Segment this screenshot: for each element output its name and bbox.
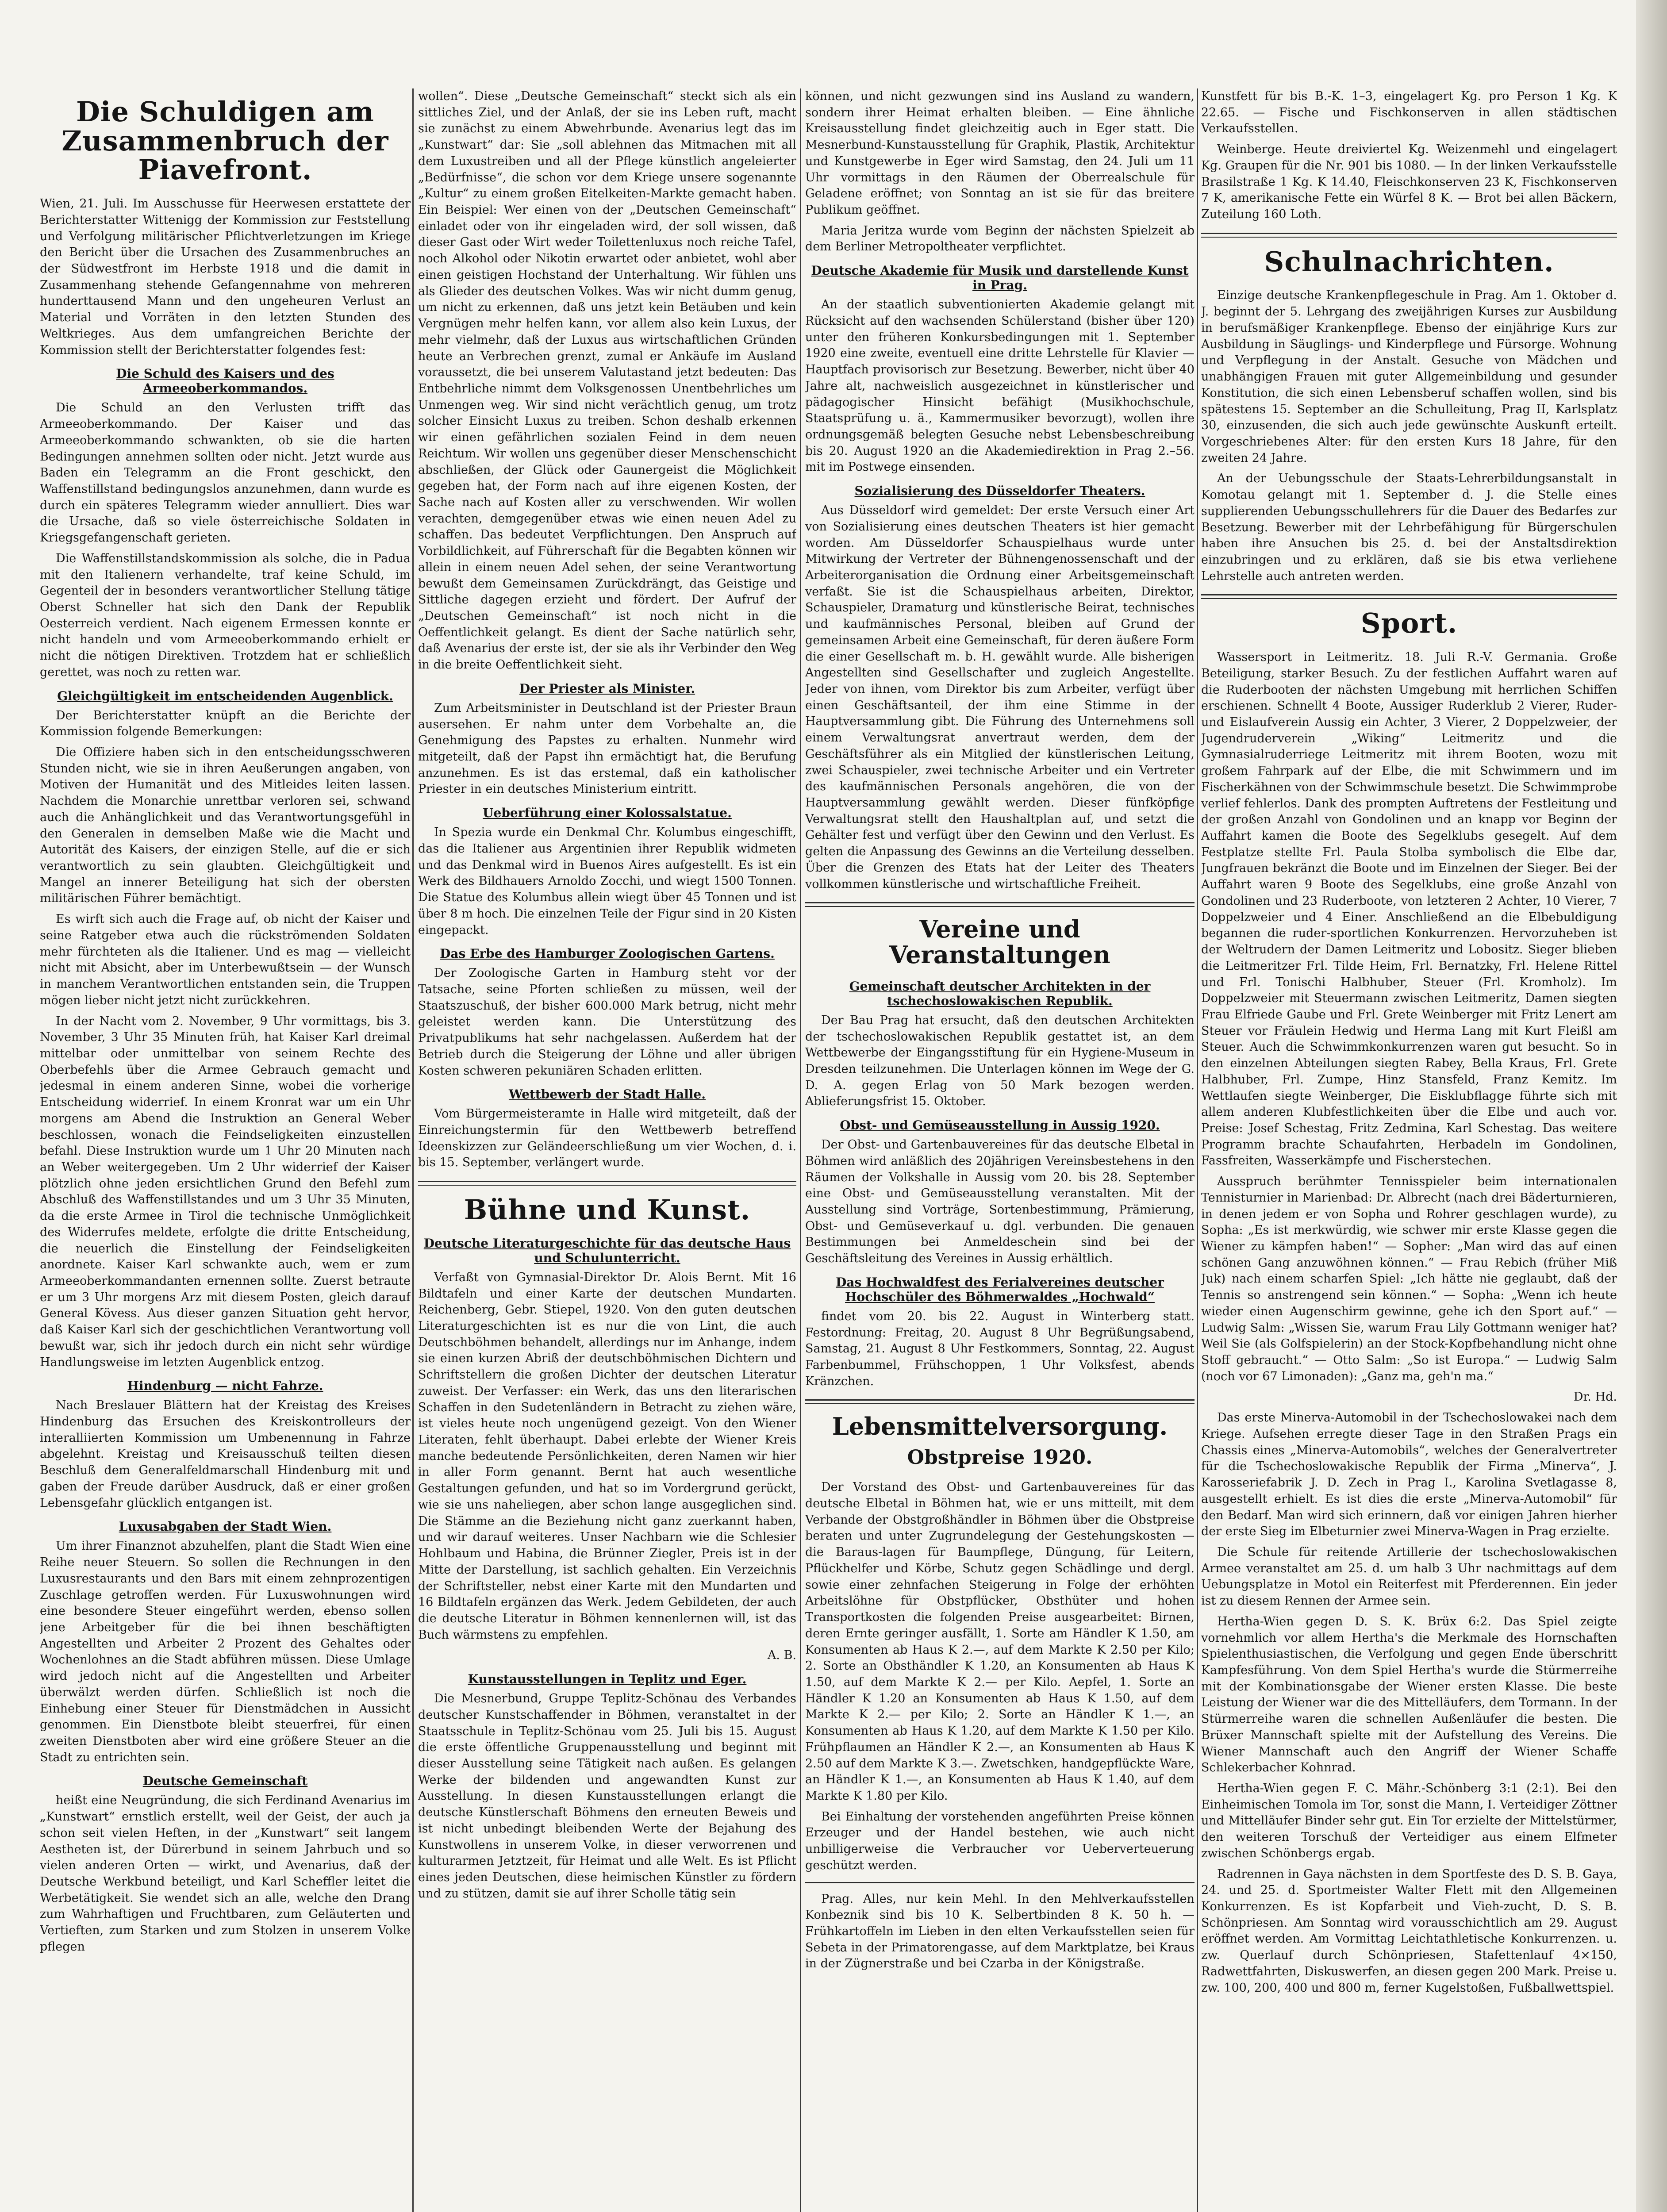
paragraph: Der Berichterstatter knüpft an die Berichte der Kommission folgende Bemerkungen: — [40, 708, 411, 739]
section-divider — [418, 1181, 796, 1186]
paragraph: Der Obst- und Gartenbauvereines für das deutsche Elbetal in Böhmen wird anläßlich des 20jährigen Vereinsbestehens in den Räumen der Volkshalle in Aussig vom 20. bis 28. September eine Obst- und Gemüseausstellung veranstalten. Mit der Ausstellung sind Vorträge, Sortenbestimmung, Prämierung, Obst- und Gemüseverkauf u. dgl. verbunden. Die genauen Bestimmungen bei Anmeldeschein sind bei der Geschäftsleitung des Vereines in Aussig erhältlich. — [805, 1138, 1195, 1266]
paragraph: Hertha-Wien gegen F. C. Mähr.-Schönberg 3:1 (2:1). Bei den Einheimischen Tomola im Tor, sonst die Mann, I. Verteidiger Zöttner und Mittelläufer Binder sehr gut. Ein Tor erzielte der Mittelstürmer, den weiteren Torschuß der Verteidiger aus einem Elfmeter zwischen Schönbergs ergab. — [1201, 1782, 1617, 1860]
paragraph: Einzige deutsche Krankenpflegeschule in Prag. Am 1. Oktober d. J. beginnt der 5. Lehrgang des zweijährigen Kurses zur Ausbildung in berufsmäßiger Krankenpflege. Ebenso der einjährige Kurs zur Ausbildung in Säuglings- und Kinderpflege und Fürsorge. Wohnung und Verpflegung in der Anstalt. Gesuche von Mädchen und unabhängigen Frauen mit guter Allgemeinbildung und gesunder Konstitution, die sich einen Lebensberuf schaffen wollen, sind bis spätestens 15. September an die Schulleitung, Prag II, Karlsplatz 30, einzusenden, die sich auch jede gewünschte Auskunft erteilt. Vorgeschriebenes Alter: für den ersten Kurs 18 Jahre, für den zweiten 24 Jahre. — [1201, 288, 1617, 465]
paragraph: Ausspruch berühmter Tennisspieler beim internationalen Tennisturnier in Marienbad: Dr. Albrecht (nach drei Bäderturnieren, in denen jedem er von Sopha und Rohrer geschlagen wurde), zu Sopha: „Es ist merkwürdig, wie schwer mir erste Klasse gegen die Wiener zu kämpfen haben!“ — Sopher: „Man wird das auf einen schönen Gang anzuwöhnen können.“ — Frau Rebich (früher Miß Juk) nach einem scharfen Spiel: „Ich hätte nie geglaubt, daß der Tennis so anstrengend sein können.“ — Sopha: „Wenn ich heute wieder einen Augenschirm gewinne, gehe ich den Sport auf.“ — Ludwig Salm: „Wissen Sie, warum Frau Lily Gottmann weniger hat? Weil Sie (als Golfspielerin) an der Stock-Kopfbehandlung nicht ohne Stoff gebraucht.“ — Otto Salm: „So ist Europa.“ — Ludwig Salm (noch vor 67 Limonaden): „Ganz ma, geh'n ma.“ — [1201, 1175, 1617, 1383]
paragraph: Hertha-Wien gegen D. S. K. Brüx 6:2. Das Spiel zeigte vornehmlich vor allem Hertha's die Merkmale des Hornschaften Spielenthusiastischen, die Verfolgung und gegen Ende überschritt Kampfesführung. Von dem Spiel Hertha's wurde die Stürmerreihe mit der Kombinationsgabe der Wiener ersten Klasse. Die beste Leistung der Wiener war die des Mittelläufers, dem Tormann. In der Stürmerreihe waren die schnellen Außenläufer die besten. Die Brüxer Mannschaft spielte mit der Aufstellung des Vereins. Die Wiener Mannschaft auch den Angriff der Wiener Schaffe Schlekerbacher Kohnrad. — [1201, 1614, 1617, 1775]
column-rule — [1197, 88, 1198, 2212]
paragraph: findet vom 20. bis 22. August in Winterberg statt. Festordnung: Freitag, 20. August 8 Uhr Begrüßungsabend, Samstag, 21. August 8 Uhr Festkommers, Sonntag, 22. August Farbenbummel, Frühschoppen, 1 Uhr Volksfest, abends Kränzchen. — [805, 1309, 1195, 1388]
paragraph: heißt eine Neugründung, die sich Ferdinand Avenarius im „Kunstwart“ ernstlich erstellt, weil der Geist, der auch ja schon seit vielen Heften, in der „Kunstwart“ seit langem Aestheten ist, der Dürerbund in seinem Jahrbuch und so vielen anderen Orten — wirkt, und Avenarius, daß der Deutsche Werkbund beteiligt, und Karl Scheffler leitet die Werbetätigkeit. Sie wendet sich an alle, welche den Drang zum Wahrhaftigen und Fruchtbaren, zum Geläuterten und Vertieften, zum Starken und zum Stolzen in unserem Volke pflegen — [40, 1793, 411, 1954]
column-3 — [805, 88, 1195, 2212]
subhead: Gemeinschaft deutscher Architekten in der tschechoslowakischen Republik. — [849, 979, 1151, 1008]
paragraph: Vom Bürgermeisteramte in Halle wird mitgeteilt, daß der Einreichungstermin für den Wettbewerb betreffend Ideenskizzen zur Geländeerschließung um vier Wochen, d. i. bis 15. September, verlängert wurde. — [418, 1107, 796, 1170]
paragraph: Aus Düsseldorf wird gemeldet: Der erste Versuch einer Art von Sozialisierung eines deutschen Theaters ist hier gemacht worden. Am Düsseldorfer Schauspielhaus wurde unter Mitwirkung der Vertreter der Bühnengenossenschaft und der Arbeiterorganisation die Ordnung einer Arbeitsgemeinschaft verfaßt. Sie ist die Schauspielhaus arbeiten, Direktor, Schauspieler, Dramaturg und künstlerische Beirat, technisches und kaufmännisches Personal, bleiben auf Grund der gemeinsamen Arbeit eine Gemeinschaft, für deren äußere Form die einer Gesellschaft m. b. H. gewählt wurde. Alle bisherigen Angestellten sind Gesellschafter und zugleich Angestellte. Jeder von ihnen, vom Direktor bis zum Arbeiter, verfügt über einen Geschäftsanteil, der ihm eine Stimme in der Hauptversammlung gibt. Die Führung des Unternehmens soll einem Verwaltungsrat anvertraut werden, dem der Geschäftsführer als ein Mitglied der künstlerischen Leitung, zwei Schauspieler, zwei technische Arbeiter und ein Vertreter des kaufmännischen Personals angehören, die von der Hauptversammlung gewählt werden. Dieser fünfköpfige Verwaltungsrat stellt den Haushaltplan auf, und setzt die Gehälter fest und verfügt über den Gewinn und den Verlust. Es gelten die Anpassung des Gewinns an die Verteilung desselben. Über die Grenzen des Etats hat der Leiter des Theaters vollkommen künstlerische und wirtschaftliche Freiheit. — [805, 503, 1195, 891]
page-edge-shadow — [1636, 0, 1667, 2212]
paragraph: Prag. Alles, nur kein Mehl. In den Mehlverkaufsstellen Konbeznik sind bis 10 K. Selbertbinden 8 K. 50 h. — Frühkartoffeln im Lieben in den elten Verkaufsstellen seien für Sebeta in der Primatorengasse, auf dem Marktplatze, bei Kraus in der Zügnerstraße und bei Czarba in der Königstraße. — [805, 1892, 1195, 1971]
headline-schulnachrichten: Schulnachrichten. — [1264, 245, 1554, 278]
paragraph: Zum Arbeitsminister in Deutschland ist der Priester Braun ausersehen. Er nahm unter dem Vorbehalte an, die Genehmigung des Papstes zu erhalten. Nunmehr wird mitgeteilt, daß der Papst ihn ermächtigt hat, die Berufung anzunehmen. Es ist das erstemal, daß ein katholischer Priester in ein deutsches Ministerium eintritt. — [418, 701, 796, 796]
paragraph: Die Offiziere haben sich in den entscheidungsschweren Stunden nicht, wie sie in ihren Aeußerungen angaben, von Motiven der Humanität und des Mitleides leiten lassen. Nachdem die Monarchie unrettbar verloren sei, schwand auch die Anhänglichkeit und das Verantwortungsgefühl in den Generalen in demselben Maße wie die Macht und Autorität des Kaisers, der einzigen Stelle, auf die er sich verantwortlich zu sein glaubten. Gleichgültigkeit und Mangel an innerer Beteiligung hat sich der obersten militärischen Führer bemächtigt. — [40, 745, 411, 906]
paragraph: Die Schule für reitende Artillerie der tschechoslowakischen Armee veranstaltet am 25. d. um halb 3 Uhr nachmittags auf dem Uebungsplatze in Motol ein Reiterfest mit Pferderennen. Ein jeder ist zu diesem Rennen der Armee sein. — [1201, 1545, 1617, 1608]
paragraph: An der Uebungsschule der Staats-Lehrerbildungsanstalt in Komotau gelangt mit 1. September d. J. die Stelle eines supplierenden Uebungsschullehrers für die Dauer des Bedarfes zur Besetzung. Bewerber mit der Lehrbefähigung für Bürgerschulen haben ihre Ansuchen bis 25. d. bei der Anstaltsdirektion einzubringen und zu erklären, daß sie bis etwa verliehene Lehrstelle auch antreten werden. — [1201, 472, 1617, 583]
paragraph: An der staatlich subventionierten Akademie gelangt mit Rücksicht auf den wachsenden Schülerstand (bisher über 120) unter den früheren Konkursbedingungen mit 1. September 1920 eine zweite, eventuell eine dritte Lehrstelle für Klavier — Hauptfach provisorisch zur Besetzung. Bewerber, nicht über 40 Jahre alt, nachweislich ausgezeichnet in künstlerischer und pädagogischer Hinsicht befähigt (Musikhochschule, Staatsprüfung u. ä., Kammermusiker bevorzugt), wollen ihre ordnungsgemäß belegten Gesuche nebst Lebensbeschreibung bis 20. August 1920 an die Akademiedirektion in Prag 2.–56. mit im Postwege einsenden. — [805, 298, 1195, 474]
subhead: Obst- und Gemüseausstellung in Aussig 1920. — [840, 1118, 1160, 1133]
subhead: Wettbewerb der Stadt Halle. — [508, 1087, 706, 1102]
article-lead: Wien, 21. Juli. Im Ausschusse für Heerwesen erstattete der Berichterstatter Wittenigg der Kommission zur Feststellung und Verfolgung militärischer Pflichtverletzungen im Kriege den Bericht über die Ursachen des Zusammenbruches an der Südwestfront im Herbste 1918 und die damit in Zusammenhang stehende Gefangennahme von mehreren hunderttausend Mann und den ungeheuren Verlust an Material und Vorräten in den letzten Stunden des Weltkrieges. Aus dem umfangreichen Berichte der Kommission stellt der Berichterstatter folgendes fest: — [40, 197, 411, 357]
subhead: Der Priester als Minister. — [519, 681, 695, 696]
subhead: Sozialisierung des Düsseldorfer Theaters. — [854, 484, 1145, 499]
signature: Dr. Hd. — [1573, 1390, 1617, 1404]
paragraph: Der Zoologische Garten in Hamburg steht vor der Tatsache, seine Pforten schließen zu müssen, weil der Staatszuschuß, der bisher 600.000 Mark betrug, nicht mehr geleistet werden kann. Die Unterstützung des Privatpublikums hat sehr nachgelassen. Außerdem hat der Betrieb durch die Steigerung der Löhne und aller übrigen Kosten schweren pekuniären Schaden erlitten. — [418, 966, 796, 1078]
paragraph: Bei Einhaltung der vorstehenden angeführten Preise können Erzeuger und der Handel bestehen, wie auch nicht unbilligerweise die Verbraucher vor Ueberverteuerung geschützt werden. — [805, 1809, 1195, 1872]
subhead: Gleichgültigkeit im entscheidenden Augenblick. — [57, 688, 393, 703]
paragraph: Wassersport in Leitmeritz. 18. Juli R.-V. Germania. Große Beteiligung, starker Besuch. Zu der festlichen Auffahrt waren auf die Ruderbooten der nächsten Umgebung mit herrlichen Schiffen erschienen. Schnellt 4 Boote, Aussiger Ruderklub 2 Vierer, Ruder- und Eislaufverein Aussig ein Achter, 3 Vierer, 2 Doppelzweier, der Jugendruderverein „Wiking“ Leitmeritz und die Gymnasialruderriege Leitmeritz mit ihrem Booten, wozu mit großem Fahrpark auf der Elbe, die mit Schwimmern und im Fischerkähnen von der Schwimmschule besetzt. Die Schwimmprobe verlief fehlerlos. Dank des prompten Auftretens der Festleitung und der großen Anzahl von Gondolinen und an knapp vor Beginn der Auffahrt kamen die Boote des Segelklubs gesegelt. Auf dem Festplatze stellte Frl. Paula Stolba symbolisch die Elbe dar, Jungfrauen bekränzt die Boote und im Einzelnen der Sieger. Bei der Auffahrt waren 9 Boote des Segelklubs, eine große Anzahl von Gondolinen und 23 Ruderboote, von letzteren 2 Achter, 10 Vierer, 7 Doppelzweier und 4 Einer. Anschließend an die Elbebuldigung begannen die ruder-sportlichen Konkurrenzen. Hervorzuheben ist der Weltrudern der Damen Leitmeritz und Lobositz. Sieger blieben die Leitmeritzer Frl. Tilde Heim, Frl. Bernatzky, Frl. Helene Rittel und Frl. Tonischi Halbhuber, Steuer (Frl. Kromholz). Im Doppelzweier mit Steuermann zwischen Leitmeritz, Damen siegten Frau Elfriede Gaube und Frl. Grete Weinberger mit Fritz Lenert am Steuer vor Fräulein Hedwig und Herma Lang mit Kurt Fleißl am Steuer. Auch die Schwimmkonkurrenzen waren gut besucht. So in den einzelnen Abteilungen siegten Rabey, Bella Kraus, Frl. Grete Halbhuber, Frl. Zumpe, Hinz Stansfeld, Franz Kemitz. Im Wettlaufen siegte Weinberger, Die Eisklubflagge führte sich mit allem anderen Klubfestlichkeiten über die Elbe und auch vor. Preise: Josef Schestag, Fritz Zedmina, Karl Schestag. Das weitere Programm brachte Schaufahrten, Herbadeln im Gondolinen, Fassfreiten, Wasserkämpfe und Fischerstechen. — [1201, 650, 1617, 1168]
section-divider — [1201, 233, 1617, 238]
column-rule — [800, 88, 801, 2212]
headline-piavefront: Die Schuldigen am Zusammenbruch der Piavefront. — [61, 96, 389, 186]
paragraph: In Spezia wurde ein Denkmal Chr. Kolumbus eingeschifft, das die Italiener aus Argentinien ihrer Republik widmeten und das Denkmal wird in Buenos Aires aufgestellt. Es ist ein Werk des Bildhauers Arnoldo Zocchi, und wiegt 1500 Tonnen. Die Statue des Kolumbus allein wiegt über 45 Tonnen und ist über 8 m hoch. Die einzelnen Teile der Figur sind in 20 Kisten eingepackt. — [418, 826, 796, 937]
column-4 — [1201, 88, 1617, 2212]
paragraph: können, und nicht gezwungen sind ins Ausland zu wandern, sondern ihrer Heimat erhalten bleiben. — Eine ähnliche Kreisausstellung findet gleichzeitig auch in Eger statt. Die Mesnerbund-Kunstausstellung für Graphik, Plastik, Architektur und Kunstgewerbe in Eger wird Samstag, den 24. Juli um 11 Uhr vormittags in den Räumen der Oberrealschule für Geladene eröffnet; von Sonntag an ist sie für das breitere Publikum geöffnet. — [805, 89, 1195, 217]
headline-vereine: Vereine und Veranstaltungen — [889, 915, 1110, 969]
paragraph: Der Bau Prag hat ersucht, daß den deutschen Architekten der tschechoslowakischen Republik gestattet ist, an dem Wettbewerbe der Eingangsstiftung für ein Hygiene-Museum in Dresden teilzunehmen. Die Unterlagen können im Wege der G. D. A. gegen Erlag von 50 Mark bezogen werden. Ablieferungsfrist 15. Oktober. — [805, 1013, 1195, 1109]
paragraph: Das erste Minerva-Automobil in der Tschechoslowakei nach dem Kriege. Aufsehen erregte dieser Tage in den Straßen Prags ein Chassis eines „Minerva-Automobils“, welches der Generalvertreter für die Tschechoslowakische Republik der Firma „Minerva“, J. Karosseriefabrik J. D. Zech in Prag I., Karolina Svetlagasse 8, ausgestellt erhielt. Es ist dies die erste „Minerva-Automobil“ für den Bedarf. Man wird sich erinnern, daß vor einigen Jahren hierher der erste Sieg im Elbeturnier zwei Minerva-Wagen in Prag erzielte. — [1201, 1411, 1617, 1539]
paragraph: Um ihrer Finanznot abzuhelfen, plant die Stadt Wien eine Reihe neuer Steuern. So sollen die Rechnungen in den Luxusrestaurants und den Bars mit einem zehnprozentigen Zuschlage getroffen werden. Für Luxuswohnungen wird eine besondere Steuer eingeführt werden, ebenso sollen jene Arbeitgeber für die bei ihnen beschäftigten Angestellten und Arbeiter 2 Prozent des Gehaltes oder Wochenlohnes an die Stadt abführen müssen. Diese Umlage wird jedoch nicht auf die Angestellten und Arbeiter überwälzt werden dürfen. Schließlich ist noch die Einhebung einer Steuer für Dienstmädchen in Aussicht genommen. Ein Dienstbote bleibt steuerfrei, für einen zweiten Dienstboten aber wird eine größere Steuer an die Stadt zu entrichten sein. — [40, 1539, 411, 1764]
subhead: Hindenburg — nicht Fahrze. — [127, 1379, 323, 1394]
subhead: Das Erbe des Hamburger Zoologischen Gartens. — [440, 946, 775, 961]
column-2 — [418, 88, 796, 2212]
paragraph: Nach Breslauer Blättern hat der Kreistag des Kreises Hindenburg das Ersuchen des Kreiskontrolleurs der interalliierten Kommission um Umbenennung in Fahrze abgelehnt. Kreistag und Kreisausschuß teilten diesen Beschluß dem Generalfeldmarschall Hindenburg mit und gaben der Freude darüber Ausdruck, daß er einer großen Lebensgefahr glücklich entgangen ist. — [40, 1398, 411, 1510]
signature: A. B. — [767, 1648, 796, 1663]
paragraph: Weinberge. Heute dreiviertel Kg. Weizenmehl und eingelagert Kg. Graupen für die Nr. 901 bis 1080. — In der linken Verkaufsstelle Brasilstraße 1 Kg. K 14.40, Fleischkonserven 23 K, Fischkonserven 7 K, amerikanische Fette ein Würfel 8 K. — Brot bei allen Bäckern, Zuteilung 160 Loth. — [1201, 142, 1617, 222]
subhead: Deutsche Akademie für Musik und darstellende Kunst in Prag. — [811, 263, 1189, 293]
paragraph: Kunstfett für bis B.-K. 1–3, eingelagert Kg. pro Person 1 Kg. K 22.65. — Fische und Fischkonserven in allen städtischen Verkaufsstellen. — [1201, 89, 1617, 136]
column-1 — [40, 88, 411, 2212]
paragraph: Verfaßt von Gymnasial-Direktor Dr. Alois Bernt. Mit 16 Bildtafeln und einer Karte der deutschen Mundarten. Reichenberg, Gebr. Stiepel, 1920. Von den guten deutschen Literaturgeschichten ist es nur die von Lint, die auch Deutschböhmen behandelt, allerdings nur im Anhange, indem sie einen kurzen Abriß der deutschböhmischen Dichtern und Schriftstellern die großen Dichter der deutschen Literatur zuweist. Der Verfasser: ein Werk, das uns den literarischen Schaffen in den Sudetenländern in Betracht zu ziehen wäre, ist vieles heute noch ungenügend gezeigt. Von den Wiener Literaten, fehlt überhaupt. Dabei erlebte der Wiener Kreis manche bedeutende Persönlichkeiten, deren Namen wir hier in aller Form genannt. Bernt hat auch wesentliche Gestaltungen gefunden, und hat so im Vordergrund gerückt, wie sie uns naheliegen, aber schon lange ausgeglichen sind. Die Stämme an die Beziehung nicht ganz zuerkannt haben, und wir darauf weiteres. Unser Nachbarn wie die Schlesier Hohlbaum und Habina, die Brünner Ziegler, Preis ist in der Mitte der Darstellung, ist sachlich gehalten. Ein Verzeichnis der Schriftsteller, nebst einer Karte mit den Mundarten und 16 Bildtafeln ergänzen das Werk. Jedem Gebildeten, der auch die deutsche Literatur in Böhmen kennenlernen will, ist das Buch wärmstens zu empfehlen. — [418, 1270, 796, 1642]
subhead: Deutsche Gemeinschaft — [142, 1774, 308, 1789]
subhead: Kunstausstellungen in Teplitz und Eger. — [468, 1672, 747, 1687]
headline-lebensmittel: Lebensmittelversorgung. — [832, 1412, 1168, 1441]
section-divider — [1201, 594, 1617, 599]
section-divider — [805, 1399, 1195, 1404]
subhead: Ueberführung einer Kolossalstatue. — [483, 806, 732, 821]
paragraph: Die Waffenstillstandskommission als solche, die in Padua mit den Italienern verhandelte, traf keine Schuld, im Gegenteil der in besonders verantwortlicher Stellung tätige Oberst Schneller hat sich den Dank der Republik Oesterreich verdient. Nach eigenem Ermessen konnte er nicht handeln und vom Armeeoberkommando erhielt er nicht die nötigen Direktiven. Trotzdem hat er schließlich gerettet, was noch zu retten war. — [40, 551, 411, 679]
divider — [805, 1882, 1195, 1883]
subhead: Deutsche Literaturgeschichte für das deutsche Haus und Schulunterricht. — [423, 1236, 791, 1265]
section-divider — [805, 902, 1195, 907]
headline-sport: Sport. — [1360, 607, 1458, 640]
subhead: Luxusabgaben der Stadt Wien. — [119, 1519, 332, 1534]
subhead: Das Hochwaldfest des Ferialvereines deutscher Hochschüler des Böhmerwaldes „Hochwald“ — [836, 1275, 1164, 1304]
paragraph: wollen“. Diese „Deutsche Gemeinschaft“ steckt sich als ein sittliches Ziel, und der Anlaß, der sie ins Leben ruft, macht sie zunächst zu einem Abwehrbunde. Avenarius legt das im „Kunstwart“ dar: Sie „soll ablehnen das Mitmachen mit all dem Luxustreiben und all der Pflege künstlich angeleierter „Bedürfnisse“, die schon vor dem Kriege unsere sogenannte „Kultur“ zu einem großen Eitelkeiten-Markte gemacht haben. Ein Beispiel: Wer einen von der „Deutschen Gemeinschaft“ einladet oder von ihr eingeladen wird, der soll wissen, daß dieser Gast oder Wirt weder Toilettenluxus noch reiche Tafel, noch Alkohol oder Nikotin erwartet oder anbietet, wohl aber einen geistigen Hochstand der Unterhaltung. Wir fühlen uns als Glieder des deutschen Volkes. Was wir nicht dumm genug, um nicht zu erkennen, daß uns jetzt kein Betäuben und kein Vergnügen mehr helfen kann, vor allem also kein Luxus, der mehr vielmehr, daß der Luxus aus wirtschaftlichen Gründen heute an Verbrechen grenzt, zumal er Ankäufe im Ausland voraussetzt, die bei unserem Valutastand jetzt bedeuten: Das Entbehrliche nimmt dem Volksgenossen Unentbehrliches um Unmengen weg. Wir sind nicht verächtlich genug, um trotz solcher Einsicht Luxus zu treiben. Schon deshalb erkennen wir einen gefährlichen sozialen Feind in dem neuen Reichtum. Wir wollen uns gegenüber dieser Menschenschicht abschließen, der Glück oder Gaunergeist die Möglichkeit gegeben hat, der Form nach auf ihre eigenen Kosten, der Sache nach auf Kosten aller zu verschwenden. Wir wollen verachten, demgegenüber etwas wie einen neuen Adel zu schaffen. Das bedeutet Verpflichtungen. Den Anspruch auf Vorbildlichkeit, auf Führerschaft für die Begabten können wir allein in einem neuen Adel sehen, der seine Verantwortung bewußt dem Gemeinsamen Zurückdrängt, das Geistige und Sittliche dagegen erzieht und fördert. Der Aufruf der „Deutschen Gemeinschaft“ ist noch nicht in die Oeffentlichkeit gelangt. Es dient der Sache natürlich sehr, daß Avenarius der erste ist, der sie als ihr Verbinder den Weg in die breite Oeffentlichkeit sieht. — [418, 89, 796, 672]
paragraph: Der Vorstand des Obst- und Gartenbauvereines für das deutsche Elbetal in Böhmen hat, wie er uns mitteilt, mit dem Verbande der Obstgroßhändler in Böhmen über die Obstpreise beraten und unter Zugrundelegung der Gestehungskosten — die Baraus-lagen für Baumpflege, Düngung, für Leitern, Pflückhelfer und Körbe, Schutz gegen Schädlinge und dergl. sowie einer zehnfachen Steigerung in Folge der erhöhten Arbeitslöhne für Obstpflücker, Obsthüter und hohen Transportkosten die folgenden Preise ausgearbeitet: Birnen, deren Ernte geringer ausfällt, 1. Sorte am Händler K 1.50, am Konsumenten ab Haus K 2.—, auf dem Markte K 2.50 per Kilo; 2. Sorte an Obsthändler K 1.20, an Konsumenten ab Haus K 1.50, auf dem Markte K 2.— per Kilo. Aepfel, 1. Sorte an Händler K 1.20 an Konsumenten ab Haus K 1.50, auf dem Markte K 2.— per Kilo; 2. Sorte an Händler K 1.—, an Konsumenten ab Haus K 1.20, auf dem Markte K 1.50 per Kilo. Frühpflaumen an Händler K 2.—, an Konsumenten ab Haus K 2.50 auf dem Markte K 3.—. Zwetschken, handgepflückte Ware, an Händler K 1.—, an Konsumenten ab Haus K 1.40, auf dem Markte K 1.80 per Kilo. — [805, 1480, 1195, 1803]
paragraph: Maria Jeritza wurde vom Beginn der nächsten Spielzeit ab dem Berliner Metropoltheater verpflichtet. — [805, 223, 1195, 254]
headline-obstpreise: Obstpreise 1920. — [907, 1446, 1093, 1469]
paragraph: Die Schuld an den Verlusten trifft das Armeeoberkommando. Der Kaiser und das Armeeoberkommando schwankten, ob sie die harten Bedingungen annehmen sollten oder nicht. Jetzt wurde aus Baden ein Telegramm an die Front geschickt, den Waffenstillstand bedingungslos anzunehmen, dann wurde es durch ein späteres Telegramm wieder annulliert. Dies war die Ursache, daß so viele österreichische Soldaten in Kriegsgefangenschaft gerieten. — [40, 401, 411, 545]
column-rule — [412, 88, 414, 2212]
headline-buehne-kunst: Bühne und Kunst. — [464, 1194, 751, 1226]
paragraph: Es wirft sich auch die Frage auf, ob nicht der Kaiser und seine Ratgeber etwa auch die rückströmenden Soldaten mehr fürchteten als die Italiener. Und es mag — vielleicht nicht mit Absicht, aber im Unterbewußtsein — der Wunsch in manchem Verantwortlichen entstanden sein, die Truppen mögen lieber nicht jetzt nicht zurückkehren. — [40, 912, 411, 1007]
paragraph: Radrennen in Gaya nächsten in dem Sportfeste des D. S. B. Gaya, 24. und 25. d. Sportmeister Walter Flett mit den Allgemeinen Konkurrenzen. Es ist Kopfarbeit und Vieh-zucht, D. S. B. Schönpriesen. Am Sonntag wird vorausschichtlich am 29. August eröffnet werden. Am Vormittag Leichtathletische Konkurrenzen. u. zw. Querlauf durch Schönpriesen, Stafettenlauf 4×150, Radwettfahrten, Diskuswerfen, an diesen gegen 200 Mark. Preise u. zw. 100, 200, 400 und 800 m, ferner Kugelstoßen, Fußballwettspiel. — [1201, 1867, 1617, 1995]
paragraph: In der Nacht vom 2. November, 9 Uhr vormittags, bis 3. November, 3 Uhr 35 Minuten früh, hat Kaiser Karl dreimal mittelbar oder unmittelbar von seinem Rechte des Oberbefehls über die Armee Gebrauch gemacht und jedesmal in einem anderen Sinne, wobei die vorherige Entscheidung widerrief. In einem Kronrat war um ein Uhr morgens am Abend die Instruktion an General Weber beschlossen, wonach die Feindseligkeiten einzustellen befahl. Diese Instruktion wurde um 1 Uhr 20 Minuten nach an Weber weitergegeben. Um 2 Uhr widerrief der Kaiser plötzlich ohne jeden ersichtlichen Grund den Befehl zum Abschluß des Waffenstillstandes und um 3 Uhr 35 Minuten, da die erste Armee in Tirol die technische Unmöglichkeit des Widerrufes meldete, erfolgte die dritte Entscheidung, die neuerlich die Einstellung der Feindseligkeiten anordnete. Kaiser Karl schwankte auch, wem er zum Armeeoberkommandanten ernennen sollte. Zuerst betraute er um 3 Uhr morgens Arz mit diesem Posten, gleich darauf General Kövess. Aus dieser ganzen Situation geht hervor, daß Kaiser Karl sich der geschichtlichen Verantwortung voll bewußt war, sich ihr jedoch durch ein nicht sehr würdige Handlungsweise im letzten Augenblick entzog. — [40, 1014, 411, 1369]
paragraph: Die Mesnerbund, Gruppe Teplitz-Schönau des Verbandes deutscher Kunstschaffender in Böhmen, veranstaltet in der Staatsschule in Teplitz-Schönau vom 25. Juli bis 15. August die erste öffentliche Gruppenausstellung und beginnt mit dieser Ausstellung seine Tätigkeit nach außen. Es gelangen Werke der bildenden und angewandten Kunst zur Ausstellung. In diesen Kunstausstellungen erlangt die deutsche Künstlerschaft Böhmens den erneuten Beweis und ist nicht unbedingt bleibenden Werte der Bejahung des Kunstwollens in unserem Volke, in dieser verworrenen und kulturarmen Jetztzeit, für Heimat und alle Welt. Es ist Pflicht eines jeden Deutschen, diese heimischen Künstler zu fördern und zu stützen, damit sie auf ihrer Scholle tätig sein — [418, 1692, 796, 1901]
subhead: Die Schuld des Kaisers und des Armeeoberkommandos. — [116, 366, 334, 396]
